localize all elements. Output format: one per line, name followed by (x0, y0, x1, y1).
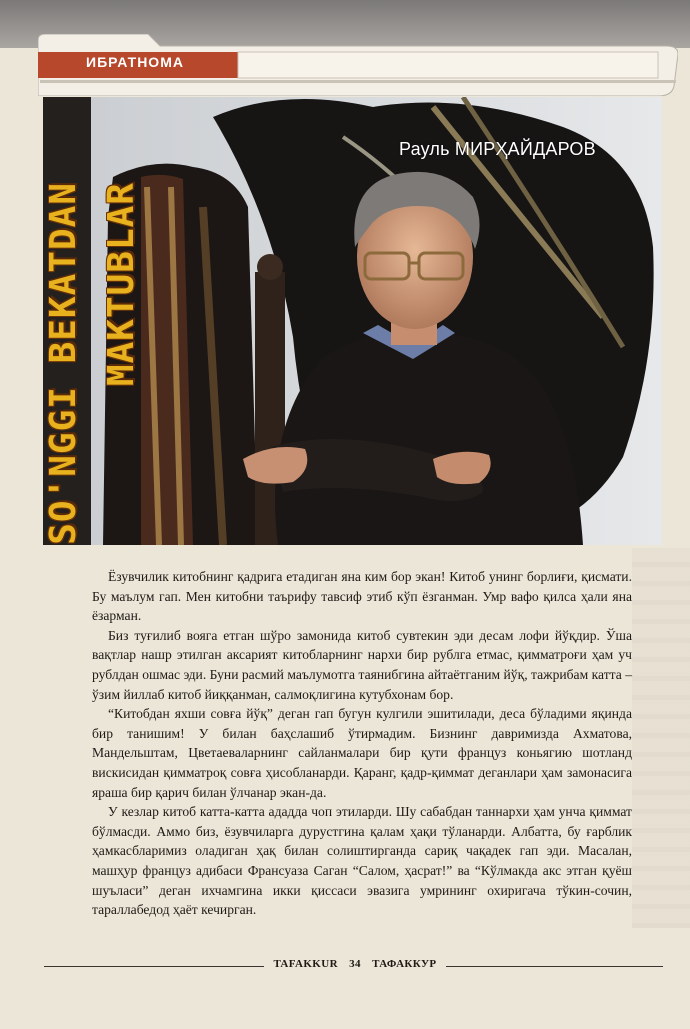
title-line-1: SO'NGGI BEKATDAN (43, 182, 84, 545)
paragraph-4: У кезлар китоб катта-катта ададда чоп этиларди. Шу сабабдан таннархи ҳам унча қиммат бўлмасди. Аммо биз, ёзувчиларга дурустгина қалам ҳақи тўланарди. Албатта, бу ғарблик ҳамкасбларимиз оладиган ҳақ билан солиштирганда сариқ чақадек гап эди. Масалан, машҳур француз адибаси Франсуаза Саган “Салом, ҳасрат!” ва “Кўлмакда акс этган қуёш шуъласи” деган ихчамгина икки қиссаси эвазига умрининг охиригача тўкин-сочин, тараллабедод ҳаёт кечирган. (92, 804, 632, 918)
section-label: ИБРАТНОМА (86, 54, 184, 70)
footer-left-word: TAFAKKUR (273, 958, 338, 970)
article-body (92, 567, 632, 920)
paragraph-1: Ёзувчилик китобнинг қадрига етадиган яна ким бор экан! Китоб унинг борлиғи, қисмати. Бу маълум гап. Мен китобни таърифу тавсиф этиб кўп ёзганман. Умр вафо қилса ҳали яна ёзарман. (92, 569, 632, 624)
footer-rule-left (44, 966, 264, 967)
show-through-text (632, 548, 690, 928)
page-number: 34 (349, 958, 361, 970)
paragraph-2: Биз туғилиб вояга етган шўро замонида китоб сувтекин эди десам лофи йўқдир. Ўша вақтлар нашр этилган аксарият китобларнинг нархи бир рублга етмас, қимматроғи ҳам уч рублдан ошмас эди. Буни расмий маълумотга таянибгина айтаётганим йўқ, тажрибам катта – ўзим йиллаб китоб йиққанман, салмоқлигина кутубхонам бор. (92, 627, 632, 702)
author-name: Рауль МИРҲАЙДАРОВ (399, 139, 596, 159)
paragraph-3: “Китобдан яхши совға йўқ” деган гап бугун кулгили эшитилади, деса бўладими яқинда бир танишим! У билан баҳслашиб ўтирмадим. Бизнинг давримизда Ахматова, Мандельштам, Цветаеваларнинг сайланмалари бир қути француз коньягию шотланд вискисидан қимматроқ совға ҳисобланарди. Қаранг, қадр-қиммат деганлари ҳам замонасига яраша бир қарич билан ўлчанар экан-да. (92, 706, 632, 800)
title-line-2: MAKTUBLAR (101, 182, 142, 387)
page-footer (268, 958, 442, 970)
vertical-article-title (38, 182, 158, 552)
footer-right-word: ТАФАККУР (372, 958, 437, 970)
footer-rule-right (446, 966, 663, 967)
